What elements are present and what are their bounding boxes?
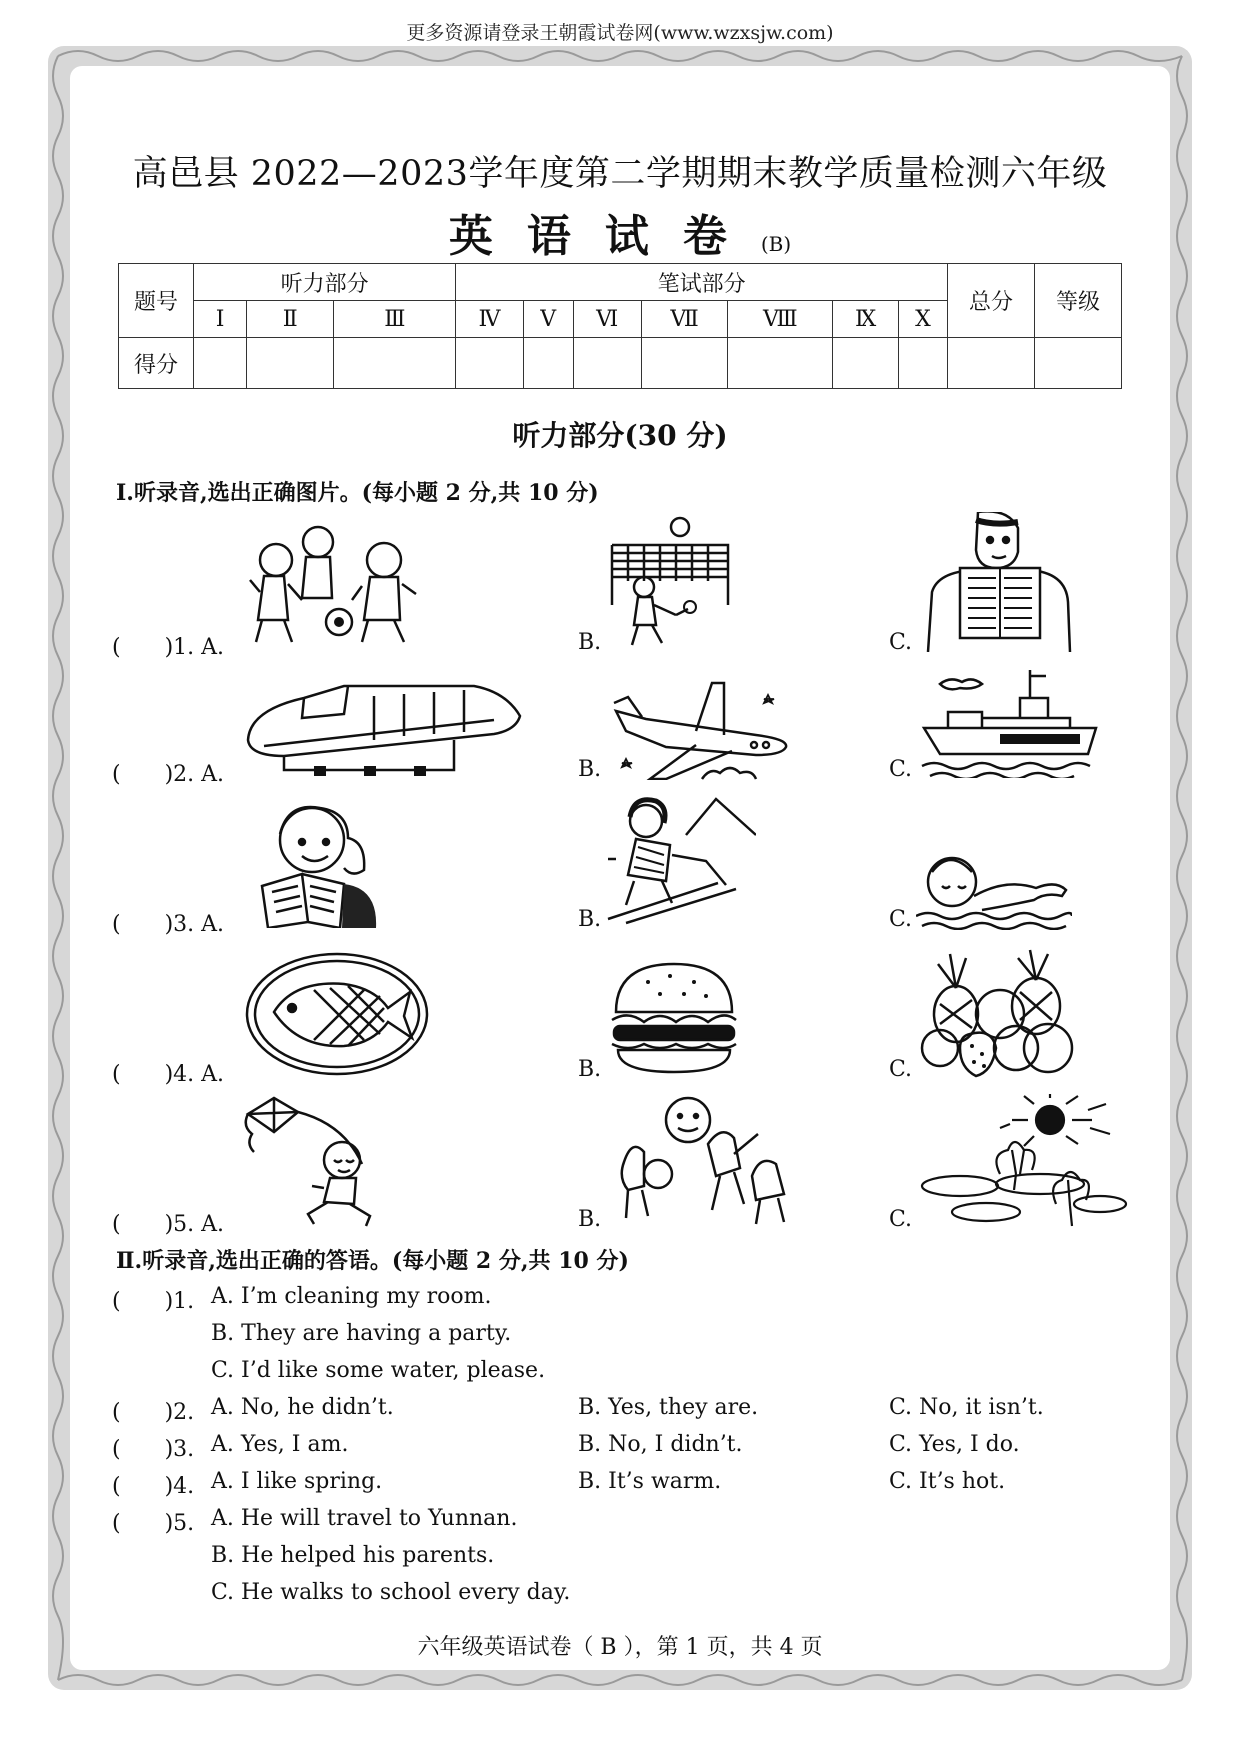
p1-q5-c-label: C. [889,1207,913,1232]
swimming-icon [916,850,1072,930]
score-cell[interactable] [641,338,728,389]
score-cell[interactable] [247,338,334,389]
score-table-numeral: Ⅶ [641,301,728,338]
score-cell[interactable] [194,338,247,389]
p1-q4-c-label: C. [889,1057,913,1082]
score-cell[interactable] [334,338,456,389]
reading-icon [248,798,398,928]
p2-q1-option-b: B. They are having a party. [211,1321,512,1346]
lotus-sun-icon [920,1094,1130,1229]
p1-q2-c-label: C. [889,757,913,782]
score-table-score-label: 得分 [119,338,194,389]
score-table-numeral: Ⅰ [194,301,247,338]
ship-icon [920,668,1098,778]
snowman-icon [608,1094,798,1229]
p1-q2-label: ( )2. A. [112,762,225,787]
p1-q4-b-label: B. [578,1057,602,1082]
source-note: 更多资源请登录王朝霞试卷网(www.wzxsjw.com) [406,22,834,44]
p2-q5-option-b: B. He helped his parents. [211,1543,495,1568]
p2-q2-option-a: A. No, he didn’t. [211,1395,394,1420]
p1-q1-b-label: B. [578,630,602,655]
p2-q1-num: ( )1. [112,1289,195,1314]
p1-q3-b-label: B. [578,907,602,932]
score-table-total: 总分 [948,264,1035,338]
p2-q3-num: ( )3. [112,1437,195,1462]
score-cell[interactable] [1035,338,1122,389]
p2-q3-option-a: A. Yes, I am. [211,1432,349,1457]
p2-q5-option-c: C. He walks to school every day. [211,1580,571,1605]
p2-q3-option-b: B. No, I didn’t. [578,1432,743,1457]
exam-title [0,200,1240,264]
exam-title-line: 高邑县 2022—2023学年度第二学期期末教学质量检测六年级 [132,154,1108,194]
p1-q1-c-label: C. [889,630,913,655]
page-footer: 六年级英语试卷（ B ），第 1 页，共 4 页 [417,1635,823,1660]
score-cell[interactable] [728,338,833,389]
p1-q2-b-label: B. [578,757,602,782]
listening-heading: 听力部分(30 分) [512,419,728,452]
score-table-numeral: Ⅷ [728,301,833,338]
badminton-icon [604,515,734,650]
score-table-numeral: Ⅵ [573,301,641,338]
newspaper-icon [918,512,1076,652]
kite-icon [244,1094,384,1229]
score-table-numeral: Ⅳ [456,301,524,338]
p2-q5-option-a: A. He will travel to Yunnan. [211,1506,518,1531]
score-table-listening: 听力部分 [194,264,456,301]
score-table-numeral: Ⅱ [247,301,334,338]
p2-q1-option-c: C. I’d like some water, please. [211,1358,546,1383]
score-cell[interactable] [573,338,641,389]
p2-q3-option-c: C. Yes, I do. [889,1432,1020,1457]
score-table-numeral: Ⅲ [334,301,456,338]
p2-q2-option-b: B. Yes, they are. [578,1395,759,1420]
p2-q2-option-c: C. No, it isn’t. [889,1395,1044,1420]
score-cell[interactable] [523,338,573,389]
score-cell[interactable] [456,338,524,389]
p2-q4-option-c: C. It’s hot. [889,1469,1006,1494]
part2-title: Ⅱ.听录音,选出正确的答语。(每小题 2 分,共 10 分) [116,1248,629,1274]
p1-q5-label: ( )5. A. [112,1212,225,1237]
score-table-numeral: Ⅸ [833,301,898,338]
exam-title-main: 英语试卷 [448,211,761,262]
p2-q4-option-a: A. I like spring. [211,1469,383,1494]
score-table-numeral: Ⅹ [898,301,947,338]
part1-title: Ⅰ.听录音,选出正确图片。(每小题 2 分,共 10 分) [116,480,599,506]
score-table-numeral: Ⅴ [523,301,573,338]
p1-q4-label: ( )4. A. [112,1062,225,1087]
p2-q4-option-b: B. It’s warm. [578,1469,722,1494]
p1-q3-c-label: C. [889,907,913,932]
train-icon [244,670,524,780]
skiing-icon [606,795,756,925]
score-cell[interactable] [948,338,1035,389]
p2-q4-num: ( )4. [112,1474,195,1499]
football-icon [244,520,424,650]
score-table-grade: 等级 [1035,264,1122,338]
p1-q5-b-label: B. [578,1207,602,1232]
p2-q1-option-a: A. I’m cleaning my room. [211,1284,492,1309]
plane-icon [606,675,792,780]
exam-title-version: (B) [760,232,792,256]
p1-q3-label: ( )3. A. [112,912,225,937]
fruit-icon [920,948,1076,1078]
hamburger-icon [608,960,740,1074]
fish-icon [244,950,430,1078]
p2-q2-num: ( )2. [112,1400,195,1425]
score-cell[interactable] [898,338,947,389]
score-table-header: 题号 [119,264,194,338]
score-table [118,263,1122,389]
score-cell[interactable] [833,338,898,389]
p1-q1-label: ( )1. A. [112,635,225,660]
score-table-writing: 笔试部分 [456,264,948,301]
p2-q5-num: ( )5. [112,1511,195,1536]
